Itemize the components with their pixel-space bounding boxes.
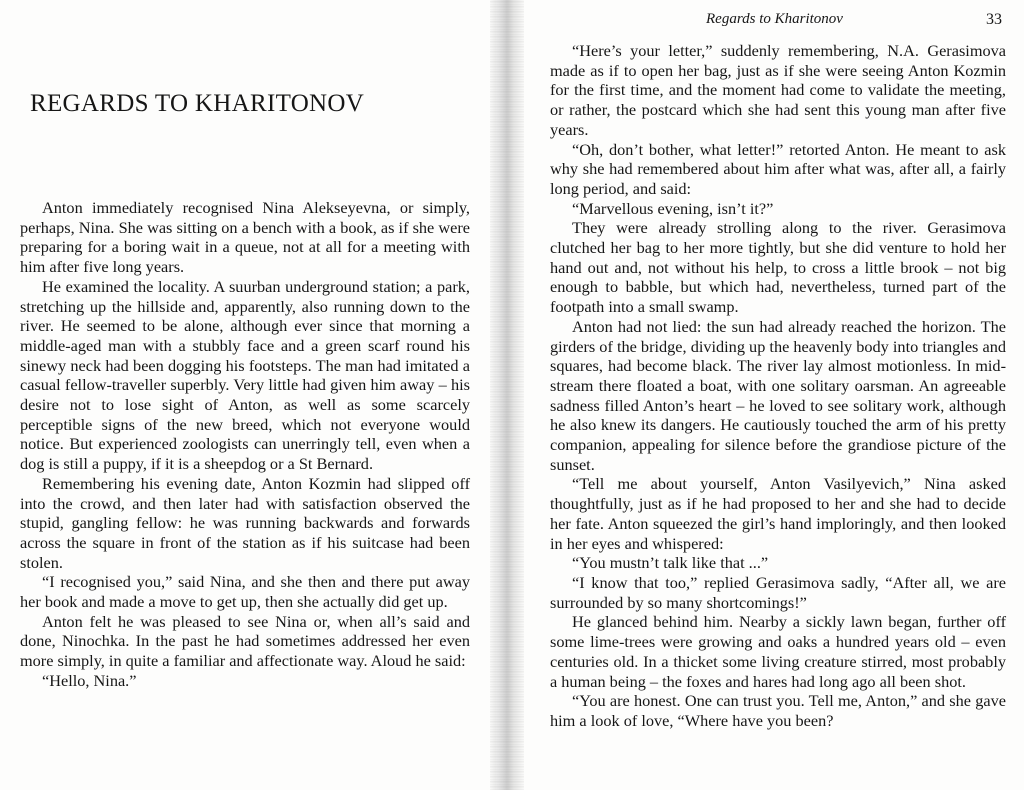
paragraph: “I know that too,” replied Gerasimova sadly, “After all, we are surrounded by so many shortcomings!” — [550, 572, 1006, 612]
book-gutter — [490, 0, 524, 790]
paragraph: Anton felt he was pleased to see Nina or, when all’s said and done, Ninochka. In the past he had sometimes addressed her even more simply, in quite a familiar and affectionate way. Aloud he said: — [20, 611, 470, 671]
page-number: 33 — [986, 11, 1002, 28]
paragraph: He examined the locality. A suurban underground station; a park, stretching up the hillside and, apparently, also running down to the river. He seemed to be alone, although ever since that morning a middle-aged man with a stubbly face and a green scarf round his sinewy neck had been dogging his footsteps. The man had imitated a casual fellow-traveller superbly. Very little had given him away – his desire not to lose sight of Anton, as well as some scarcely perceptible signs of the new breed, which not everyone would notice. But experienced zoologists can unerringly tell, even when a dog is still a puppy, if it is a sheepdog or a St Bernard. — [20, 276, 470, 474]
paragraph: “You mustn’t talk like that ...” — [572, 553, 769, 573]
paragraph: “I recognised you,” said Nina, and she then and there put away her book and made a move to get up, then she actually did get up. — [20, 572, 470, 612]
paragraph: Anton immediately recognised Nina Alekseyevna, or simply, perhaps, Nina. She was sitting on a bench with a book, as if she were preparing for a boring wait in a queue, not at all for a meeting with him after five long years. — [20, 198, 470, 277]
right-page-text — [550, 41, 1006, 731]
paragraph: “Marvellous evening, isn’t it?” — [572, 198, 774, 218]
paragraph: He glanced behind him. Nearby a sickly lawn began, further off some lime-trees were growing and oaks a hundred years old – even centuries old. In a thicket some living creature stirred, most probably a human being – the foxes and hares had long ago all been shot. — [550, 612, 1006, 691]
paragraph: “Hello, Nina.” — [42, 670, 137, 690]
paragraph: “You are honest. One can trust you. Tell me, Anton,” and she gave him a look of love, “Where have you been? — [550, 691, 1006, 730]
left-page-text — [20, 198, 470, 691]
chapter-title: REGARDS TO KHARITONOV — [30, 90, 365, 117]
paragraph: “Oh, don’t bother, what letter!” retorted Anton. He meant to ask why she had remembered about him after what was, after all, a fairly long period, and said: — [550, 139, 1006, 198]
paragraph: “Tell me about yourself, Anton Vasilyevich,” Nina asked thoughtfully, just as if he had proposed to her and she had to decide her fate. Anton squeezed the girl’s hand imploringly, and then looked in her eyes and whispered: — [550, 474, 1006, 553]
running-head: Regards to Kharitonov — [706, 11, 843, 27]
paragraph: “Here’s your letter,” suddenly remembering, N.A. Gerasimova made as if to open her bag, just as if she were seeing Anton Kozmin for the first time, and the moment had come to validate the meeting, or rather, the postcard which she had sent this young man after five years. — [550, 41, 1006, 139]
paragraph: Anton had not lied: the sun had already reached the horizon. The girders of the bridge, dividing up the heavenly body into triangles and squares, had become black. The river lay almost motionless. In mid-stream there floated a boat, with one solitary oarsman. An agreeable sadness filled Anton’s heart – he loved to see solitary work, although he also knew its dangers. He cautiously touched the arm of his pretty companion, appealing for silence before the grandiose picture of the sunset. — [550, 316, 1006, 474]
paragraph: Remembering his evening date, Anton Kozmin had slipped off into the crowd, and then later had with satisfaction observed the stupid, gangling fellow: he was running backwards and forwards across the square in front of the station as if his suitcase had been stolen. — [20, 473, 470, 572]
paragraph: They were already strolling along to the river. Gerasimova clutched her bag to her more tightly, but she did venture to hold her hand out and, not without his help, to cross a little brook – not big enough to babble, but which had, nevertheless, turned part of the footpath into a small swamp. — [550, 218, 1006, 317]
